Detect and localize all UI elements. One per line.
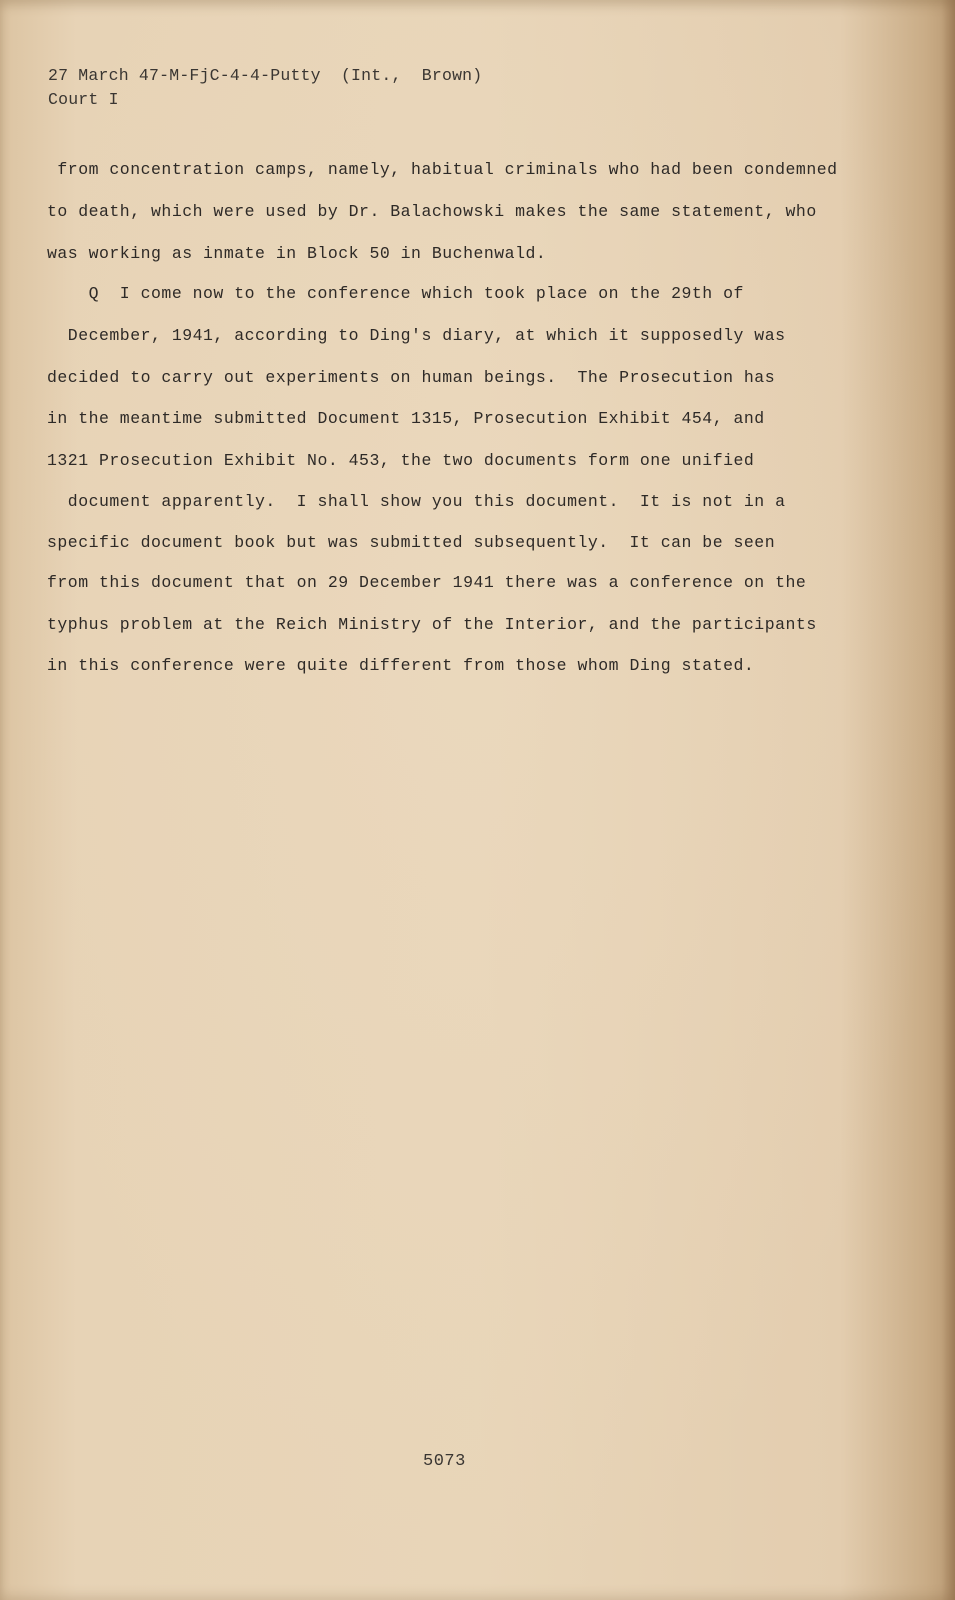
header-court-line: Court I: [48, 90, 119, 109]
text-line-10: specific document book but was submitted subsequently. It can be seen: [47, 533, 776, 552]
text-line-11: from this document that on 29 December 1941 there was a conference on the: [47, 573, 807, 592]
text-line-6: decided to carry out experiments on human beings. The Prosecution has: [47, 368, 776, 387]
text-line-13: in this conference were quite different from those whom Ding stated.: [47, 656, 755, 675]
document-header: [48, 64, 482, 112]
page-number: 5073: [423, 1452, 466, 1471]
text-line-7: in the meantime submitted Document 1315, Prosecution Exhibit 454, and: [47, 409, 765, 428]
text-line-3: was working as inmate in Block 50 in Buchenwald.: [47, 244, 547, 263]
header-date-line: 27 March 47-M-FjC-4-4-Putty (Int., Brown): [48, 66, 483, 85]
text-line-12: typhus problem at the Reich Ministry of the Interior, and the participants: [47, 615, 817, 634]
text-line-2: to death, which were used by Dr. Balachowski makes the same statement, who: [47, 202, 817, 221]
text-line-8: 1321 Prosecution Exhibit No. 453, the two documents form one unified: [47, 451, 755, 470]
text-line-5: December, 1941, according to Ding's diary, at which it supposedly was: [47, 326, 786, 345]
text-line-1: from concentration camps, namely, habitual criminals who had been condemned: [47, 160, 838, 179]
paper-edge-shadow: [941, 0, 955, 1600]
text-line-4: Q I come now to the conference which took place on the 29th of: [47, 284, 744, 303]
text-line-9: document apparently. I shall show you this document. It is not in a: [47, 492, 786, 511]
